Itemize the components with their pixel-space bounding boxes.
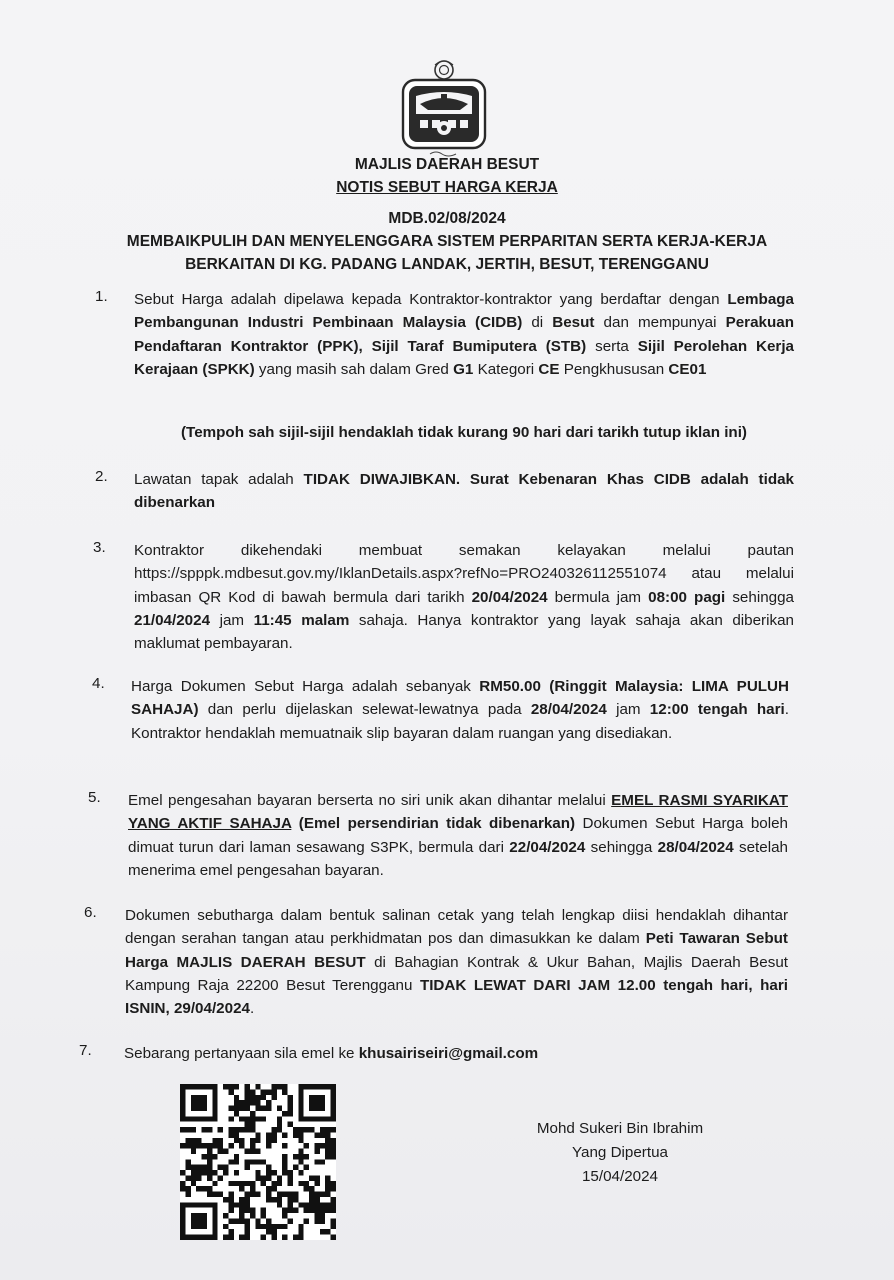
item-number: 6. — [84, 904, 97, 921]
list-item: Kontraktor dikehendaki membuat semakan kelayakan melalui pautan https://spppk.mdbesut.gov.my/IklanDetails.aspx?refNo=PRO240326112551074 atau melalui imbasan QR Kod di bawah bermula dari tarikh 20/04/2024 bermula jam 08:00 pagi sehingga 21/04/2024 jam 11:45 malam sahaja. Hanya kontraktor yang layak sahaja akan diberikan maklumat pembayaran. — [134, 542, 794, 653]
item-number: 7. — [79, 1042, 92, 1059]
organization-name: MAJLIS DAERAH BESUT — [354, 156, 540, 173]
council-crest-icon — [398, 58, 490, 158]
list-item: Dokumen sebutharga dalam bentuk salinan cetak yang telah lengkap diisi hendaklah dihantar dengan serahan tangan atau perkhidmatan pos dan dimasukkan ke dalam Peti Tawaran Sebut Harga MAJLIS DAERAH BESUT di Bahagian Kontrak & Ukur Bahan, Majlis Daerah Besut Kampung Raja 22200 Besut Terengganu TIDAK LEWAT DARI JAM 12.00 tengah hari, hari ISNIN, 29/04/2024. — [125, 907, 788, 1018]
project-title-line-1: MEMBAIKPULIH DAN MENYELENGGARA SISTEM PERPARITAN SERTA KERJA-KERJA — [126, 233, 768, 250]
validity-note: (Tempoh sah sijil-sijil hendaklah tidak kurang 90 hari dari tarikh tutup iklan ini) — [181, 424, 747, 441]
signatory-title: Yang Dipertua — [572, 1144, 668, 1161]
qr-code-icon[interactable] — [180, 1084, 336, 1240]
list-item: Harga Dokumen Sebut Harga adalah sebanyak RM50.00 (Ringgit Malaysia: LIMA PULUH SAHAJA) dan perlu dijelaskan selewat-lewatnya pada 28/04/2024 jam 12:00 tengah hari. Kontraktor hendaklah memuatnaik slip bayaran dalam ruangan yang disediakan. — [131, 678, 789, 742]
list-item: Emel pengesahan bayaran berserta no siri unik akan dihantar melalui EMEL RASMI SYARIKAT YANG AKTIF SAHAJA (Emel persendirian tidak dibenarkan) Dokumen Sebut Harga boleh dimuat turun dari laman sesawang S3PK, bermula dari 22/04/2024 sehingga 28/04/2024 setelah menerima emel pengesahan bayaran. — [128, 792, 788, 879]
notice-title: NOTIS SEBUT HARGA KERJA — [336, 179, 558, 196]
list-item: Lawatan tapak adalah TIDAK DIWAJIBKAN. Surat Kebenaran Khas CIDB adalah tidak dibenarkan — [134, 471, 794, 512]
project-title-line-2: BERKAITAN DI KG. PADANG LANDAK, JERTIH, BESUT, TERENGGANU — [185, 256, 709, 273]
item-number: 2. — [95, 468, 108, 485]
item-number: 1. — [95, 288, 108, 305]
signature-date: 15/04/2024 — [581, 1168, 658, 1185]
item-number: 4. — [92, 675, 105, 692]
signature-block — [510, 1117, 730, 1189]
list-item: Sebarang pertanyaan sila emel ke khusairiseiri@gmail.com — [124, 1045, 539, 1062]
contact-email[interactable]: khusairiseiri@gmail.com — [358, 1045, 539, 1062]
verification-link[interactable]: https://spppk.mdbesut.gov.my/IklanDetails.aspx?refNo=PRO240326112551074 — [134, 565, 667, 583]
list-item: Sebut Harga adalah dipelawa kepada Kontraktor-kontraktor yang berdaftar dengan Lembaga Pembangunan Industri Pembinaan Malaysia (CIDB) di Besut dan mempunyai Perakuan Pendaftaran Kontraktor (PPK), Sijil Taraf Bumiputera (STB) serta Sijil Perolehan Kerja Kerajaan (SPKK) yang masih sah dalam Gred G1 Kategori CE Pengkhususan CE01 — [134, 291, 794, 378]
reference-number: MDB.02/08/2024 — [388, 210, 506, 227]
item-number: 5. — [88, 789, 101, 806]
item-number: 3. — [93, 539, 106, 556]
signatory-name: Mohd Sukeri Bin Ibrahim — [536, 1120, 704, 1137]
